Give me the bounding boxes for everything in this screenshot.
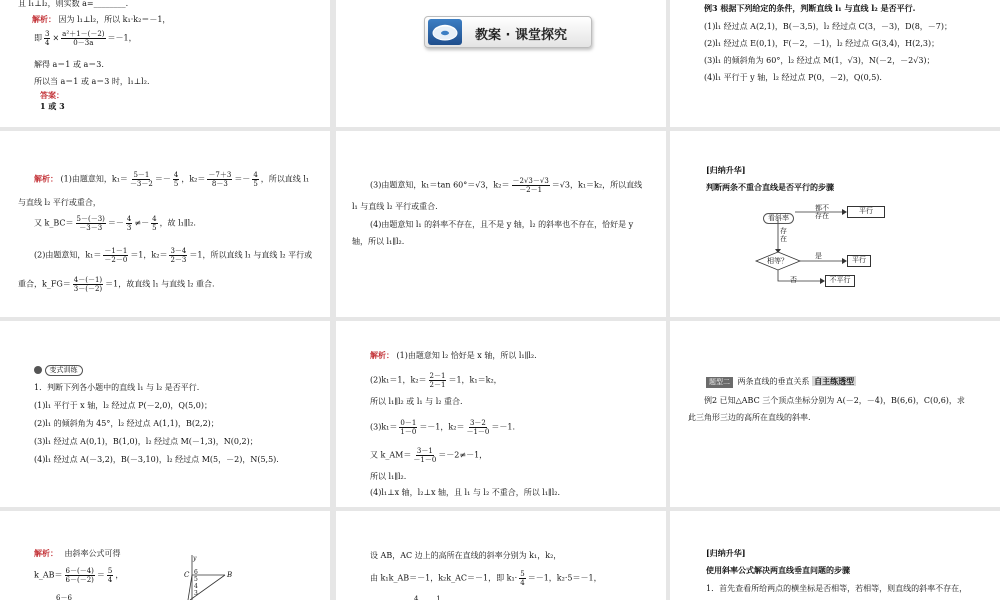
practice-item-2: (2)l₁ 的倾斜角为 45°，l₂ 经过点 A(1,1)，B(2,2)；	[34, 419, 219, 428]
denominator: －3－3	[79, 224, 103, 232]
denominator: －2－1	[519, 186, 543, 194]
triangle-graph	[170, 555, 250, 600]
disc-icon	[428, 19, 462, 45]
solution-line-4: 所以当 a＝1 或 a＝3 时，l₁⊥l₂.	[34, 77, 150, 86]
slide-1	[0, 0, 330, 127]
text: 由 k₁k_AB＝－1，k₂k_AC＝－1，即 k₁·	[370, 573, 518, 583]
example-2-line-2: 此三角形三边的高所在直线的斜率.	[688, 413, 811, 422]
denominator: 3－(－2)	[73, 285, 103, 293]
solution-label: 解析：	[370, 350, 394, 360]
numerator: 5	[520, 570, 525, 578]
numerator: 5－1	[133, 171, 150, 179]
solution-text: 因为 l₁⊥l₂，所以 k₁·k₂＝－1，	[58, 15, 171, 24]
fraction	[466, 419, 489, 436]
text: ＝1，k₁＝k₂，	[448, 375, 502, 385]
fraction	[429, 372, 447, 389]
section-heading	[706, 376, 856, 388]
solution-line-4	[370, 419, 515, 436]
fraction	[252, 171, 258, 188]
slide-3	[670, 0, 1000, 127]
text: ＝－	[234, 174, 251, 184]
tick-label: 5	[194, 576, 198, 583]
numerator: 5－(－3)	[76, 215, 105, 223]
solution-line-1	[370, 177, 642, 194]
denominator: －2－0	[104, 256, 128, 264]
fraction	[399, 419, 417, 436]
section-banner	[424, 16, 592, 48]
fraction	[61, 30, 105, 47]
example-3-item-3: (3)l₁ 的倾斜角为 60°，l₂ 经过点 M(1，√3)，N(－2，－2√3)；	[704, 56, 935, 65]
denominator: －1－0	[466, 428, 490, 436]
graph-c-label: C	[184, 571, 190, 579]
denominator: 2－1	[429, 381, 446, 389]
slide-8	[336, 321, 666, 507]
solution-line-6: 所以 l₁∥l₂.	[370, 472, 407, 481]
banner-title: 教案 · 课堂探究	[475, 28, 567, 43]
numerator: 3－1	[416, 447, 433, 455]
text: (1)由题意知 l₂ 恰好是 x 轴，所以 l₁∥l₂.	[396, 351, 537, 360]
text: (2)由题意知，k₁＝	[34, 250, 102, 260]
summary-step-1: 1．首先查看所给两点的横坐标是否相等，若相等，则直线的斜率不存在，	[706, 584, 968, 593]
fraction	[519, 570, 525, 587]
text: (3)k₁＝	[370, 422, 398, 432]
text: ≠－	[134, 218, 150, 228]
denominator: 5	[253, 180, 258, 188]
text: ＝√3，k₁＝k₂，所以直线	[551, 180, 643, 190]
branch-yes: 是	[815, 252, 822, 260]
fraction	[151, 215, 157, 232]
text: (1)由题意知，k₁＝	[60, 174, 128, 184]
solution-line-3: 所以 l₁∥l₂ 或 l₁ 与 l₂ 重合.	[370, 397, 463, 406]
solution-line-3: 4 1	[414, 595, 441, 600]
slide-12	[670, 511, 1000, 600]
graph-y-label: y	[193, 555, 197, 562]
text: ，故 l₁∥l₂.	[159, 218, 196, 228]
text: k_AB＝	[34, 570, 63, 580]
solution-line-1: 设 AB，AC 边上的高所在直线的斜率分别为 k₁，k₂，	[370, 551, 562, 560]
numerator: 2－1	[429, 372, 446, 380]
answer-value: 1 或 3	[40, 101, 65, 111]
summary-subtitle: 判断两条不重合直线是否平行的步骤	[706, 182, 834, 192]
text: ，k₂＝	[181, 174, 206, 184]
denominator: 5	[152, 224, 157, 232]
numerator: 4	[152, 215, 157, 223]
denominator: 3	[126, 224, 132, 232]
numerator: a²＋1－(－2)	[62, 30, 105, 38]
text: 重合，k_FG＝	[18, 279, 71, 289]
fraction	[107, 567, 113, 584]
fraction	[169, 247, 187, 264]
text: ，	[115, 570, 124, 580]
example-3-item-4: (4)l₁ 平行于 y 轴，l₂ 经过点 P(0，－2)，Q(0,5).	[704, 73, 882, 82]
solution-line-5	[18, 276, 215, 293]
numerator: －1－1	[104, 247, 128, 255]
heading-badge: 自主练透型	[814, 376, 855, 386]
example-3-item-1: (1)l₁ 经过点 A(2,1)，B(－3,5)，l₂ 经过点 C(3，－3)，D(8，－7)；	[704, 22, 952, 31]
slide-9	[670, 321, 1000, 507]
denominator: 0－3a	[73, 39, 94, 47]
solution-line-3: (4)由题意知 l₁ 的斜率不存在，且不是 y 轴，l₂ 的斜率也不存在，恰好是 y	[370, 220, 634, 229]
practice-title: 1．判断下列各小题中的直线 l₁ 与 l₂ 是否平行.	[34, 383, 200, 392]
numerator: 3	[45, 30, 50, 38]
slide-11	[336, 511, 666, 600]
numerator: 4－(－1)	[73, 276, 103, 284]
example-2-line-1: 例2 已知△ABC 三个顶点坐标分别为 A(－2，－4)，B(6,6)，C(0,6)，求	[704, 396, 965, 405]
example-3-title: 例3 根据下列给定的条件，判断直线 l₁ 与直线 l₂ 是否平行.	[704, 3, 916, 13]
text: ＝－1，k₂·5＝－1，	[527, 573, 602, 583]
text: ＝	[96, 570, 105, 580]
result-parallel-2: 平行	[847, 255, 871, 267]
numerator: 4	[126, 215, 132, 223]
text: ＝1，故直线 l₁ 与直线 l₂ 重合.	[105, 279, 215, 289]
text: (3)由题意知，k₁＝tan 60°＝√3，k₂＝	[370, 180, 510, 190]
slide-6	[670, 131, 1000, 317]
solution-line-3: 6－6	[56, 594, 72, 600]
text: ＝1，所以直线 l₁ 与直线 l₂ 平行或	[189, 250, 313, 260]
flowchart-connectors	[670, 131, 1000, 317]
solution-line-2	[34, 567, 123, 584]
problem-tail: 且 l₁⊥l₂，则实数 a=________.	[18, 0, 129, 8]
tick-label: 6	[194, 569, 198, 576]
text: 又 k_AM＝	[370, 450, 412, 460]
solution-line-4: 轴，所以 l₁∥l₂.	[352, 237, 405, 246]
text: 即	[34, 33, 42, 43]
decision-equal: 相等？	[767, 257, 788, 265]
practice-item-3: (3)l₁ 经过点 A(0,1)，B(1,0)，l₂ 经过点 M(－1,3)，N(0,2)；	[34, 437, 258, 446]
heading-text: 两条直线的垂直关系	[737, 377, 810, 386]
text: ＝－	[154, 174, 171, 184]
text: ＝1，k₂＝	[130, 250, 168, 260]
fraction	[76, 215, 106, 232]
slide-4	[0, 131, 330, 317]
fraction	[126, 215, 132, 232]
text: 又 k_BC＝	[34, 218, 74, 228]
graph-ticks	[194, 569, 198, 597]
numerator: 0－1	[400, 419, 417, 427]
denominator: 5	[173, 180, 179, 188]
solution-line-2: 与直线 l₂ 平行或重合，	[18, 198, 101, 207]
denominator: －1－0	[413, 456, 437, 464]
denominator: 4	[107, 576, 113, 584]
solution-line-2	[370, 570, 602, 587]
slide-5	[336, 131, 666, 317]
flow-start-box	[763, 205, 795, 222]
tick-label: 4	[194, 583, 198, 590]
solution-label: 解析：	[34, 548, 58, 558]
summary-subtitle: 使用斜率公式解决两直线垂直问题的步骤	[706, 565, 850, 575]
fraction	[207, 171, 232, 188]
solution-line-2: l₁ 与直线 l₂ 平行或重合.	[352, 202, 438, 211]
numerator: －7＋3	[208, 171, 232, 179]
slide-2	[336, 0, 666, 127]
solution-line-1	[34, 548, 121, 559]
solution-line-3: 解得 a＝1 或 a＝3.	[34, 60, 104, 69]
numerator: 4	[173, 171, 179, 179]
fraction	[512, 177, 550, 194]
tick-label: 3	[194, 590, 198, 597]
text: ＝－1，	[107, 33, 137, 43]
solution-line-3	[34, 215, 196, 232]
fraction	[130, 171, 153, 188]
result-parallel-1: 平行	[847, 206, 885, 218]
solution-label: 解析：	[32, 14, 56, 24]
branch-no: 否	[790, 276, 797, 284]
text: ＝－2≠－1，	[438, 450, 488, 460]
look-slope-label: 看斜率	[763, 213, 794, 224]
denominator: 6－(－2)	[65, 576, 94, 584]
fraction	[103, 247, 128, 264]
solution-label: 解析：	[34, 173, 58, 184]
text: ＝－1.	[491, 422, 516, 432]
fraction	[73, 276, 103, 293]
practice-tag-label: 变式训练	[45, 365, 83, 376]
solution-line-1	[34, 171, 309, 188]
numerator: 5	[107, 567, 113, 575]
text: ＝－1，k₂＝	[419, 422, 465, 432]
solution-line-4	[34, 247, 312, 264]
practice-tag	[34, 364, 83, 376]
fraction	[44, 30, 50, 47]
fraction	[65, 567, 95, 584]
result-not-parallel: 不平行	[825, 275, 855, 287]
text: 由斜率公式可得	[64, 549, 121, 558]
solution-line-2: 即 $\frac{3}{4}$ × $\frac{\text{a²＋1－(－2)}}{0-3a}$ ＝－1，	[34, 30, 137, 47]
practice-icon	[34, 366, 42, 374]
slide-7	[0, 321, 330, 507]
numerator: －2√3－√3	[512, 177, 549, 185]
branch-not-exist: 都不存在	[815, 204, 829, 220]
branch-exist: 存在	[780, 227, 787, 243]
example-3-item-2: (2)l₁ 经过点 E(0,1)，F(－2，－1)，l₂ 经过点 G(3,4)，H(2,3)；	[704, 39, 940, 48]
answer-label: 答案：	[40, 90, 64, 100]
slide-10	[0, 511, 330, 600]
numerator: 3－2	[469, 419, 486, 427]
text: (2)k₁＝1，k₂＝	[370, 375, 427, 385]
summary-title: [归纳升华]	[706, 165, 746, 175]
solution-line-7: (4)l₁⊥x 轴，l₂⊥x 轴，且 l₁ 与 l₂ 不重合，所以 l₁∥l₂.	[370, 488, 561, 497]
graph-b-label: B	[227, 571, 233, 579]
practice-item-1: (1)l₁ 平行于 x 轴，l₂ 经过点 P(－2,0)，Q(5,0)；	[34, 401, 212, 410]
denominator: 4	[520, 579, 525, 587]
type-tag: 题型二	[706, 377, 733, 388]
summary-title: [归纳升华]	[706, 548, 746, 558]
solution-line-1	[370, 350, 537, 361]
denominator: －3－2	[129, 180, 153, 188]
solution-line-5	[370, 447, 487, 464]
text: ＝－	[107, 218, 124, 228]
numerator: 4	[253, 171, 258, 179]
fraction	[173, 171, 179, 188]
numerator: 3－4	[170, 247, 187, 255]
solution-line-2	[370, 372, 502, 389]
denominator: 4	[45, 39, 50, 47]
text: ，所以直线 l₁	[260, 174, 310, 184]
solution-line-1	[32, 14, 170, 25]
denominator: 1－0	[400, 428, 417, 436]
numerator: 6－(－4)	[65, 567, 94, 575]
practice-item-4: (4)l₁ 经过点 A(－3,2)，B(－3,10)，l₂ 经过点 M(5，－2)，N(5,5).	[34, 455, 279, 464]
fraction	[413, 447, 436, 464]
denominator: 8－3	[211, 180, 228, 188]
denominator: 2－3	[170, 256, 187, 264]
